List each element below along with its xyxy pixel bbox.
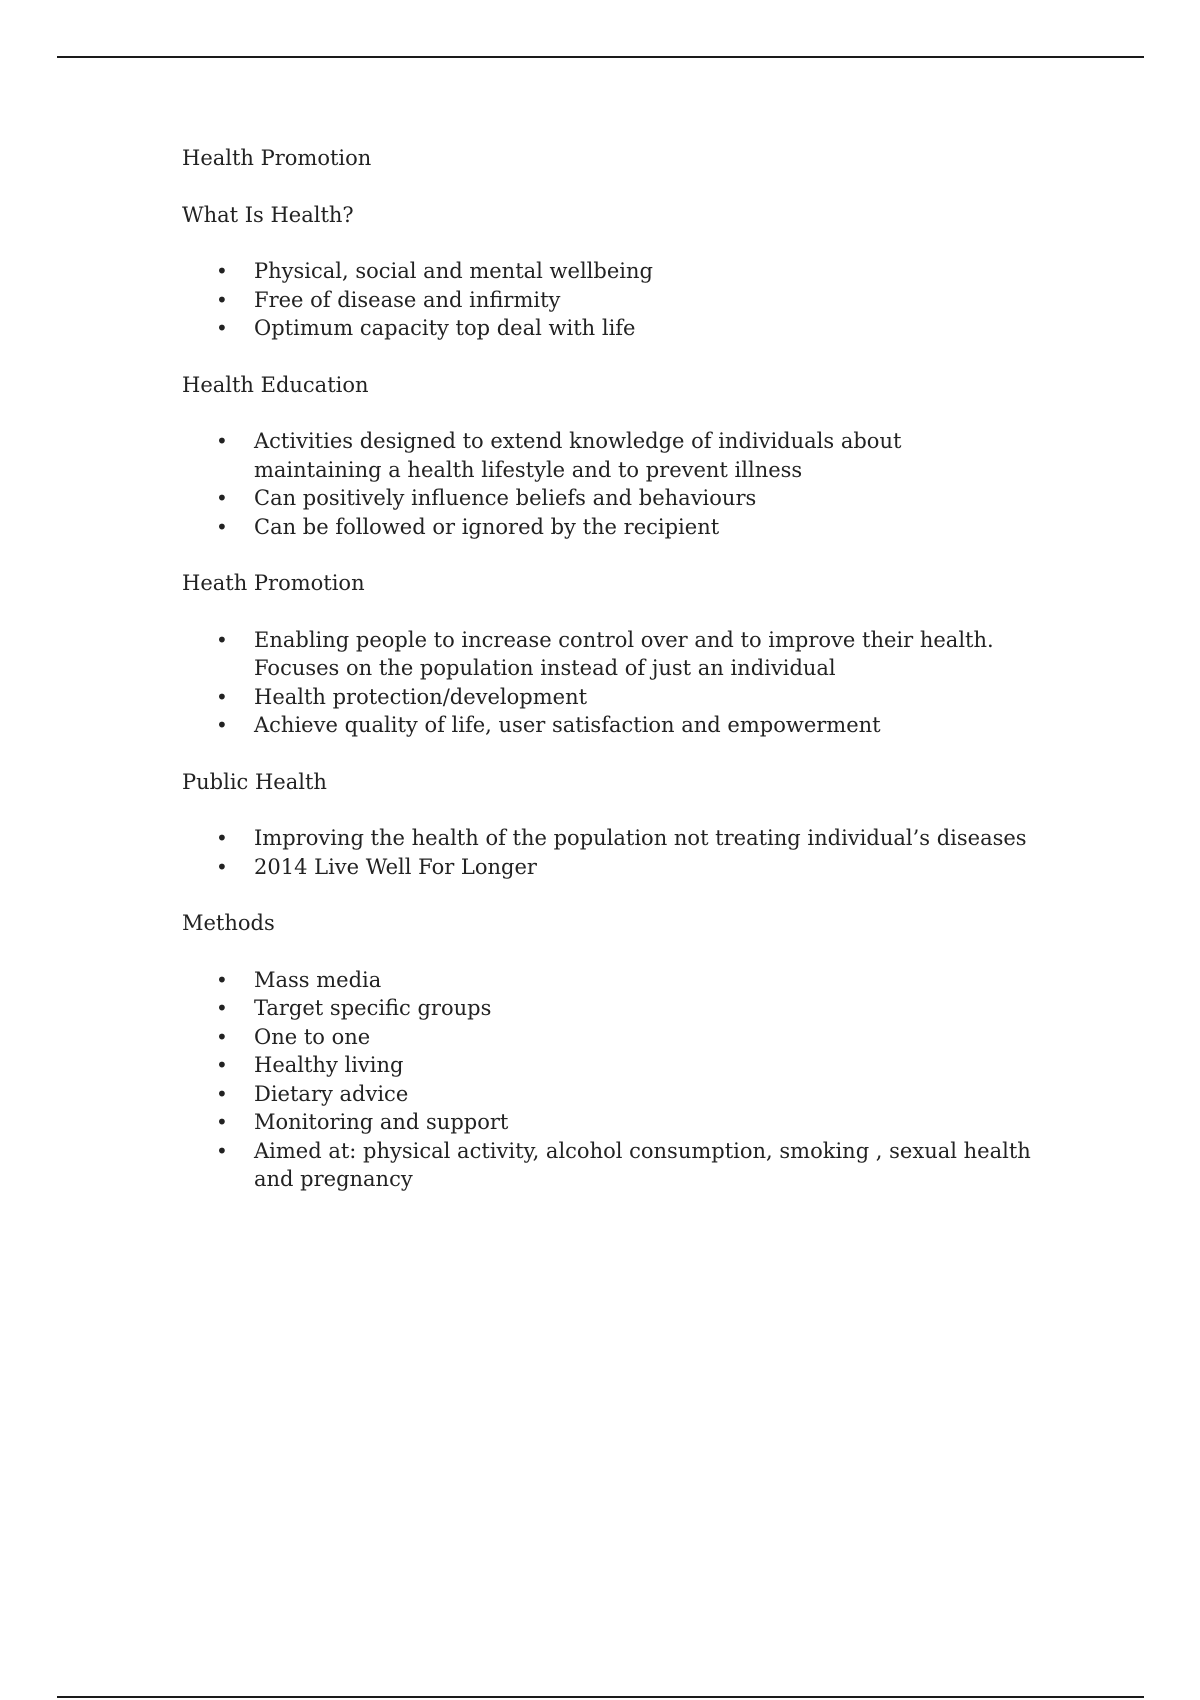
section-heading-health-education: Health Education bbox=[182, 372, 369, 397]
list-item: • Health protection/development bbox=[182, 683, 1032, 712]
list-item: • Aimed at: physical activity, alcohol consumption, smoking , sexual health and pregnancy bbox=[182, 1137, 1032, 1194]
list-item: • Can positively influence beliefs and behaviours bbox=[182, 484, 1032, 513]
document-title: Health Promotion bbox=[182, 146, 372, 170]
bullet-list-methods bbox=[182, 966, 1032, 1194]
list-item: • Monitoring and support bbox=[182, 1108, 1032, 1137]
page-top-rule bbox=[57, 56, 1144, 58]
list-item: • Healthy living bbox=[182, 1051, 1032, 1080]
list-item: • Achieve quality of life, user satisfaction and empowerment bbox=[182, 711, 1032, 740]
page-bottom-rule bbox=[57, 1696, 1144, 1698]
list-item: • Activities designed to extend knowledge of individuals about maintaining a health lifestyle and to prevent illness bbox=[182, 427, 1032, 484]
list-item: • Target specific groups bbox=[182, 994, 1032, 1023]
document-body bbox=[182, 144, 1032, 1222]
list-item: • Can be followed or ignored by the recipient bbox=[182, 513, 1032, 542]
list-item: • Improving the health of the population not treating individual’s diseases bbox=[182, 824, 1032, 853]
bullet-list-public-health bbox=[182, 824, 1032, 881]
list-item: • Free of disease and infirmity bbox=[182, 286, 1032, 315]
list-item: • 2014 Live Well For Longer bbox=[182, 853, 1032, 882]
bullet-list-health-education bbox=[182, 427, 1032, 541]
list-item: • One to one bbox=[182, 1023, 1032, 1052]
section-heading-methods: Methods bbox=[182, 911, 275, 935]
list-item: • Dietary advice bbox=[182, 1080, 1032, 1109]
section-heading-public-health: Public Health bbox=[182, 769, 327, 794]
bullet-list-what-is-health bbox=[182, 257, 1032, 343]
list-item: • Optimum capacity top deal with life bbox=[182, 314, 1032, 343]
section-heading-what-is-health: What Is Health? bbox=[182, 202, 354, 227]
list-item: • Physical, social and mental wellbeing bbox=[182, 257, 1032, 286]
section-heading-heath-promotion: Heath Promotion bbox=[182, 571, 365, 595]
bullet-list-heath-promotion bbox=[182, 626, 1032, 740]
list-item: • Mass media bbox=[182, 966, 1032, 995]
list-item: • Enabling people to increase control over and to improve their health. Focuses on the population instead of just an individual bbox=[182, 626, 1032, 683]
